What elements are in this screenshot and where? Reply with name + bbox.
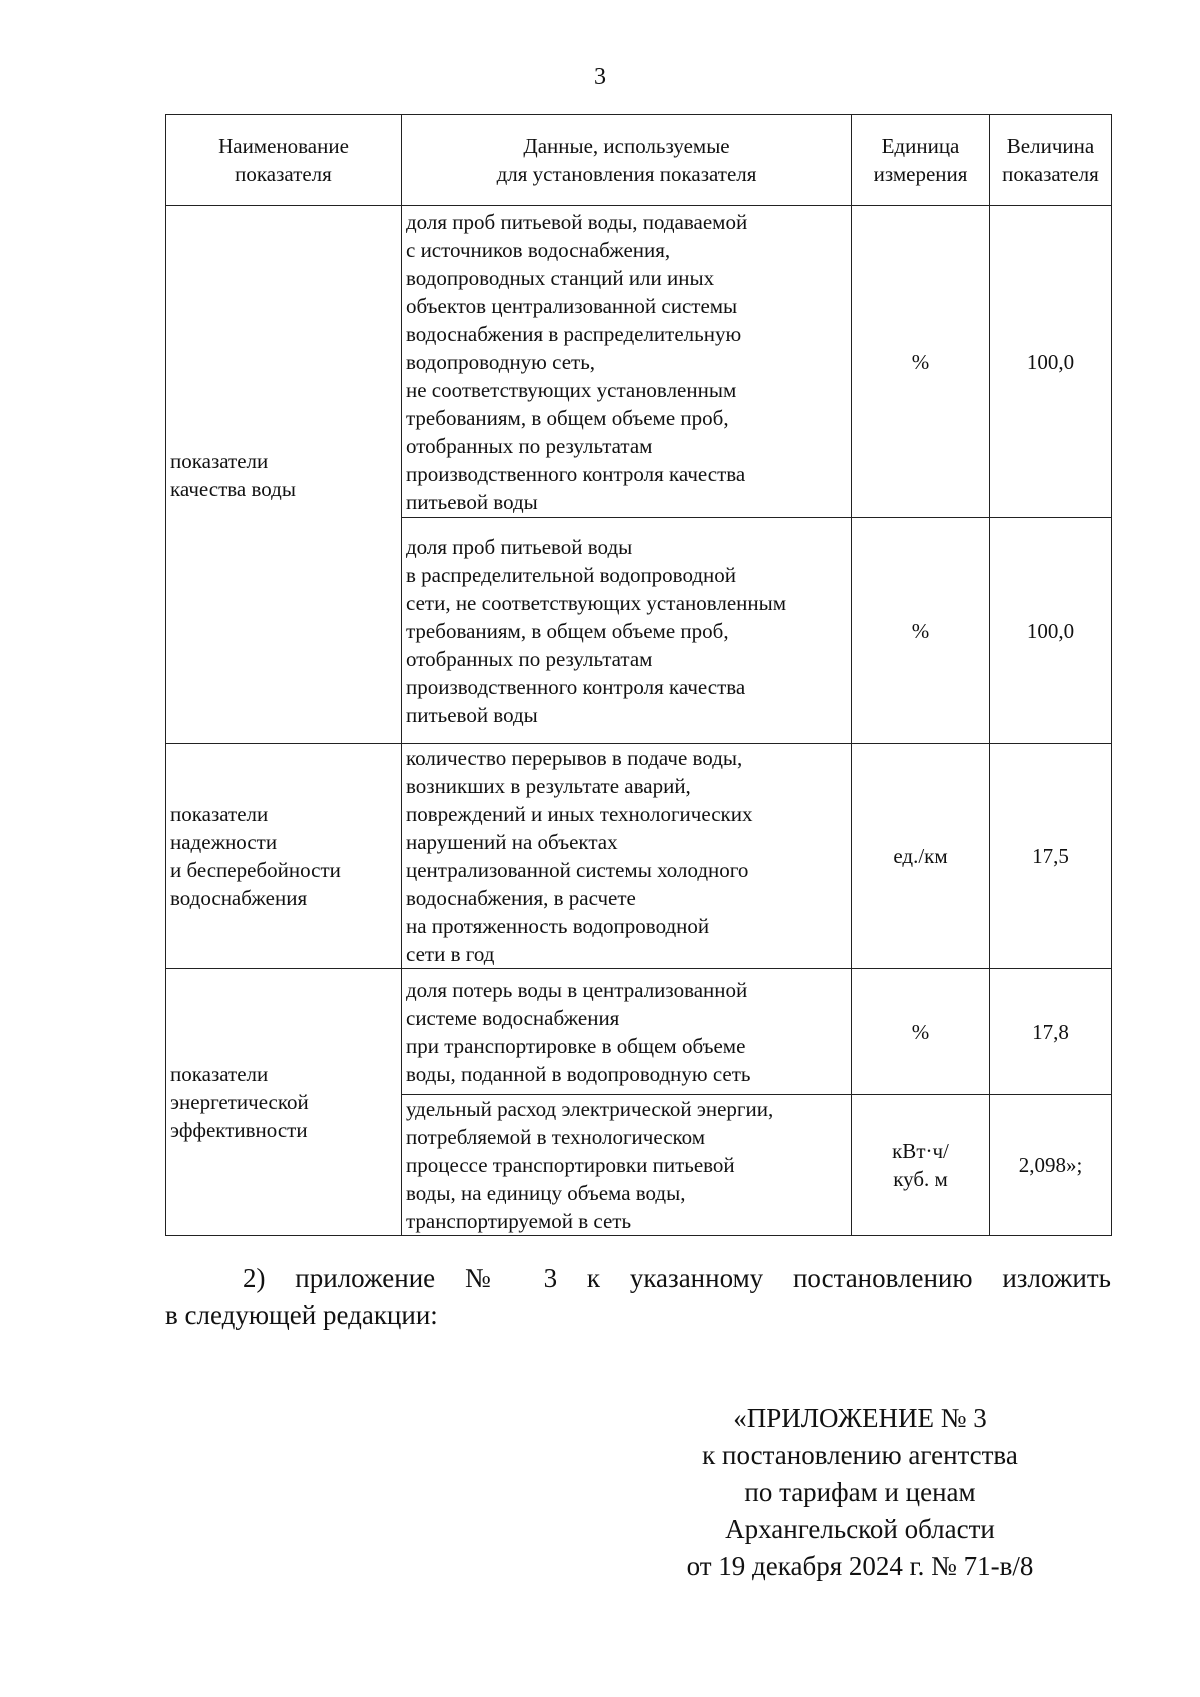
header-unit [852,115,990,206]
description-line: воды, на единицу объема воды, [406,1181,686,1205]
indicator-value: 17,5 [990,744,1112,969]
unit-line: % [911,1019,930,1044]
indicator-description [402,206,852,518]
description-line: на протяженность водопроводной [406,914,710,938]
paragraph-line-1: 2) приложение № 3 к указанному постановлению изложить [243,1263,1111,1293]
description-line: отобранных по результатам [406,646,653,671]
indicator-value: 100,0 [990,518,1112,744]
unit-line: ед./км [893,844,948,868]
header-text: Данные, используемые [523,134,730,158]
indicator-unit [852,206,990,518]
indicator-unit [852,744,990,969]
indicator-value: 100,0 [990,206,1112,518]
description-line: удельный расход электрической энергии, [406,1097,774,1121]
description-line: доля потерь воды в централизованной [406,977,748,1002]
table-row [166,969,1112,1095]
header-text: Единица [881,134,960,158]
description-line: доля проб питьевой воды [406,534,633,559]
unit-line: % [911,349,930,374]
indicator-group-name [166,206,402,744]
paragraph-line-2: в следующей редакции: [165,1300,438,1330]
description-line: сети, не соответствующих установленным [406,590,787,615]
appendix-line: «ПРИЛОЖЕНИЕ № 3 [733,1403,987,1433]
indicator-description [402,1095,852,1236]
description-line: повреждений и иных технологических [406,802,753,826]
description-line: водоснабжения в распределительную [406,321,742,346]
table-row [166,744,1112,969]
group-name-line: показатели [170,448,269,473]
description-line: процессе транспортировки питьевой [406,1153,735,1177]
description-line: нарушений на объектах [406,830,618,854]
description-line: производственного контроля качества [406,461,746,486]
description-line: в распределительной водопроводной [406,562,737,587]
page-number: 3 [594,64,606,90]
description-line: централизованной системы холодного [406,858,749,882]
indicator-unit [852,518,990,744]
description-line: доля проб питьевой воды, подаваемой [406,209,748,234]
description-line: сети в год [406,942,495,966]
indicator-description [402,969,852,1095]
header-text: для установления показателя [496,162,757,186]
group-name-line: показатели [170,1062,269,1086]
description-line: при транспортировке в общем объеме [406,1033,746,1058]
header-name [166,115,402,206]
indicator-value: 2,098»; [990,1095,1112,1236]
description-line: системе водоснабжения [406,1005,620,1030]
description-line: с источников водоснабжения, [406,237,671,262]
group-name-line: эффективности [170,1118,308,1142]
header-text: Наименование [218,134,349,158]
group-name-line: показатели [170,802,269,826]
description-line: количество перерывов в подаче воды, [406,746,743,770]
header-data [402,115,852,206]
indicator-group-name [166,744,402,969]
description-line: питьевой воды [406,702,538,727]
header-text: показателя [1002,162,1099,186]
indicator-unit [852,1095,990,1236]
description-line: питьевой воды [406,489,538,514]
description-line: транспортируемой в сеть [406,1209,632,1233]
indicator-group-name [166,969,402,1236]
unit-line: куб. м [893,1167,948,1191]
indicator-unit [852,969,990,1095]
header-text: измерения [873,162,968,186]
description-line: отобранных по результатам [406,433,653,458]
group-name-line: и бесперебойности [170,858,341,882]
table-header-row [166,115,1112,206]
group-name-line: водоснабжения [170,886,308,910]
unit-line: % [911,618,930,643]
indicator-value: 17,8 [990,969,1112,1095]
description-line: потребляемой в технологическом [406,1125,706,1149]
appendix-line: Архангельской области [725,1514,995,1544]
indicator-description [402,518,852,744]
description-line: возникших в результате аварий, [406,774,691,798]
description-line: воды, поданной в водопроводную сеть [406,1061,751,1086]
appendix-line: по тарифам и ценам [744,1477,976,1507]
header-value [990,115,1112,206]
description-line: водоснабжения, в расчете [406,886,636,910]
table-row [166,206,1112,518]
appendix-heading [640,1400,1080,1585]
indicator-description [402,744,852,969]
description-line: водопроводных станций или иных [406,265,715,290]
appendix-line: к постановлению агентства [702,1440,1018,1470]
group-name-line: качества воды [170,476,296,501]
group-name-line: энергетической [170,1090,309,1114]
description-line: не соответствующих установленным [406,377,737,402]
description-line: требованиям, в общем объеме проб, [406,618,729,643]
unit-line: кВт·ч/ [892,1139,949,1163]
description-line: производственного контроля качества [406,674,746,699]
header-text: показателя [235,162,332,186]
group-name-line: надежности [170,830,278,854]
amendment-paragraph [165,1260,1111,1334]
header-text: Величина [1006,134,1095,158]
appendix-line: от 19 декабря 2024 г. № 71-в/8 [686,1551,1034,1581]
indicators-table [165,114,1112,1236]
description-line: требованиям, в общем объеме проб, [406,405,729,430]
description-line: объектов централизованной системы [406,293,738,318]
description-line: водопроводную сеть, [406,349,596,374]
